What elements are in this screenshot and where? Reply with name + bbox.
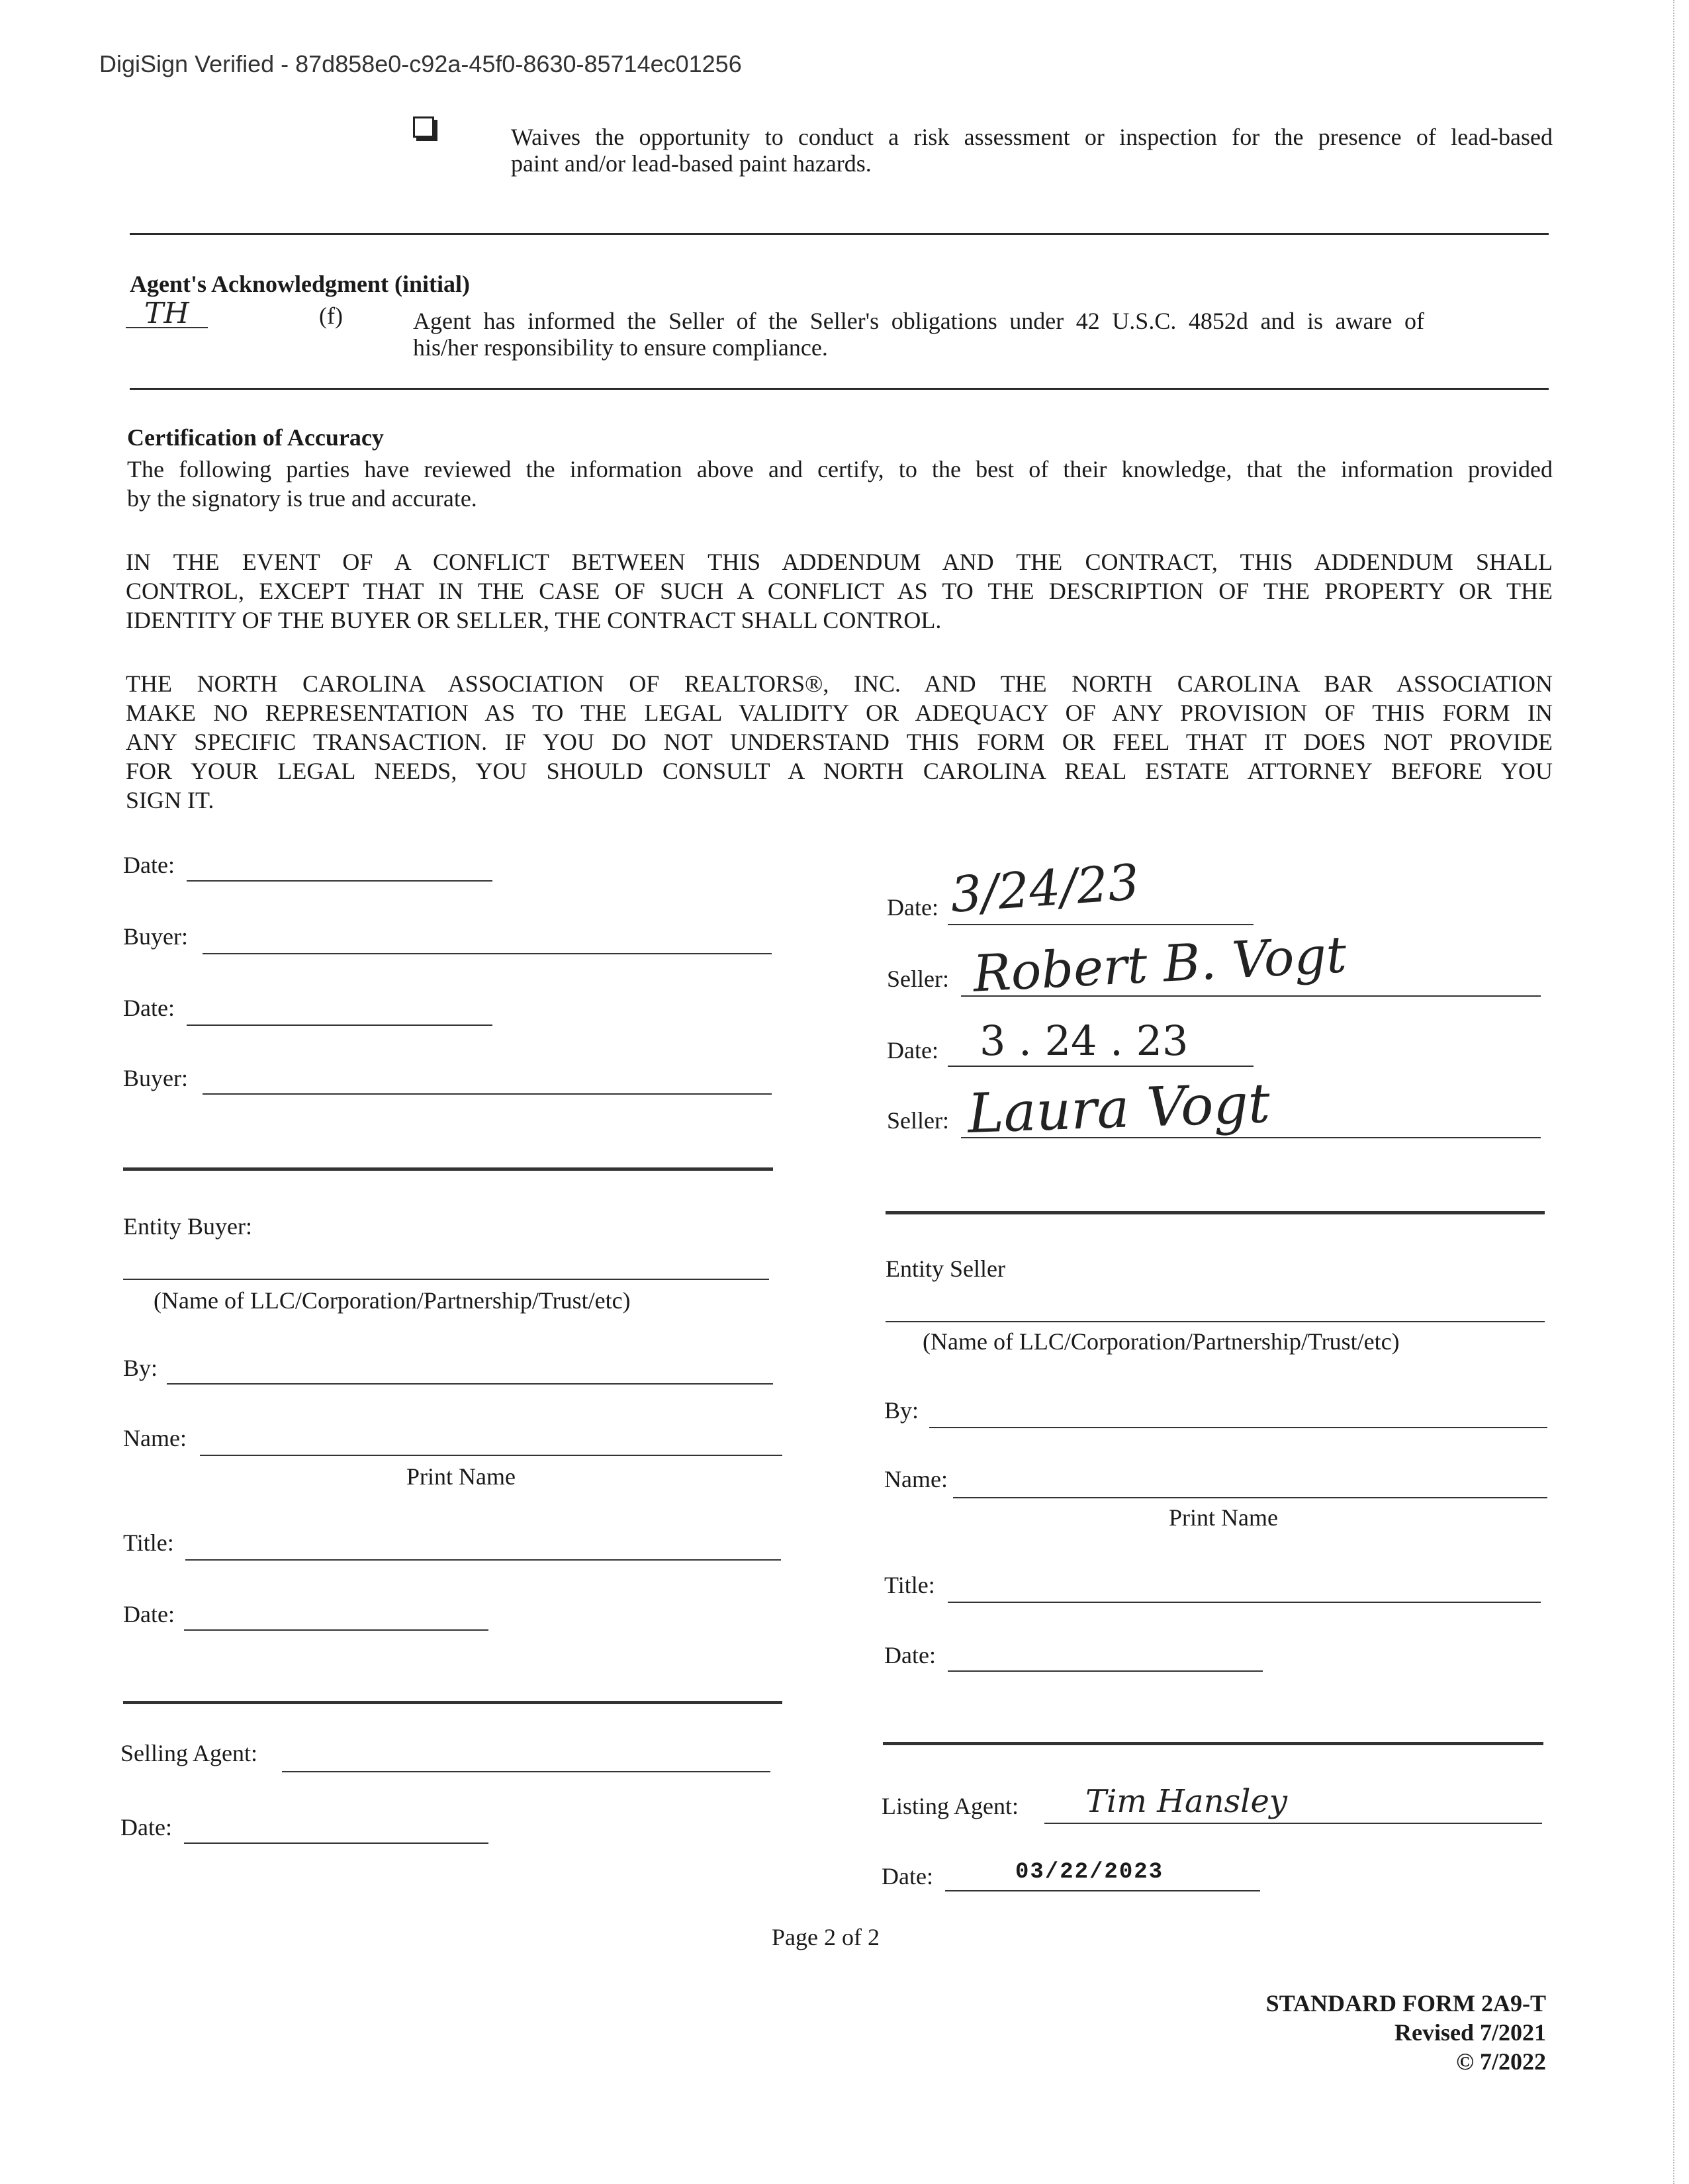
disclaimer-line2: MAKE NO REPRESENTATION AS TO THE LEGAL VALIDITY OR ADEQUACY OF ANY PROVISION OF THIS FORM IN bbox=[126, 700, 1553, 726]
conflict-line3: IDENTITY OF THE BUYER OR SELLER, THE CONTRACT SHALL CONTROL. bbox=[126, 607, 942, 633]
form-revised: Revised 7/2021 bbox=[1394, 2019, 1546, 2046]
buyer-by-label: By: bbox=[123, 1355, 158, 1381]
agent-ack-line2: his/her responsibility to ensure compliance. bbox=[413, 334, 828, 361]
certification-line1: The following parties have reviewed the information above and certify, to the best of their knowledge, that the information provided bbox=[127, 456, 1553, 482]
entity-seller-name-field[interactable] bbox=[886, 1321, 1545, 1322]
seller1-signature: Robert B. Vogt bbox=[972, 925, 1348, 1003]
seller-agent-divider bbox=[883, 1742, 1543, 1745]
seller-signature-field[interactable] bbox=[961, 1137, 1541, 1138]
certification-line2: by the signatory is true and accurate. bbox=[127, 485, 477, 512]
entity-buyer-caption: (Name of LLC/Corporation/Partnership/Trust/etc) bbox=[154, 1287, 631, 1314]
selling-agent-label: Selling Agent: bbox=[120, 1740, 257, 1766]
seller-title-label: Title: bbox=[884, 1572, 935, 1598]
section-divider bbox=[130, 233, 1549, 235]
disclaimer-line5: SIGN IT. bbox=[126, 787, 214, 813]
seller-print-name-caption: Print Name bbox=[1169, 1504, 1278, 1531]
digisign-stamp: DigiSign Verified - 87d858e0-c92a-45f0-8630-85714ec01256 bbox=[99, 50, 742, 77]
buyer-title-label: Title: bbox=[123, 1529, 174, 1556]
seller-name-label: Name: bbox=[884, 1466, 948, 1492]
entity-seller-caption: (Name of LLC/Corporation/Partnership/Trust/etc) bbox=[923, 1328, 1400, 1355]
seller-entity-date-field[interactable] bbox=[948, 1670, 1263, 1672]
buyer-date-label: Date: bbox=[123, 995, 175, 1021]
buyer-signature-field[interactable] bbox=[203, 953, 772, 954]
entity-buyer-label: Entity Buyer: bbox=[123, 1213, 252, 1240]
agent-ack-line1: Agent has informed the Seller of the Seller's obligations under 42 U.S.C. 4852d and is aware of bbox=[413, 308, 1424, 334]
scan-edge bbox=[1673, 0, 1674, 2184]
buyer-date-field[interactable] bbox=[187, 880, 492, 882]
seller-date-label: Date: bbox=[887, 1037, 938, 1064]
buyer-signature-field[interactable] bbox=[203, 1093, 772, 1095]
seller-name-field[interactable] bbox=[953, 1497, 1547, 1498]
selling-agent-field[interactable] bbox=[282, 1771, 770, 1772]
initials-line[interactable] bbox=[126, 327, 208, 328]
seller-date2-handwritten: 3 . 24 . 23 bbox=[980, 1017, 1189, 1065]
buyer-section-divider bbox=[123, 1167, 773, 1171]
buyer-date-field[interactable] bbox=[187, 1024, 492, 1026]
seller-date-label: Date: bbox=[887, 894, 938, 921]
buyer-label: Buyer: bbox=[123, 1065, 188, 1091]
listing-agent-date-value: 03/22/2023 bbox=[1015, 1860, 1164, 1885]
seller-label: Seller: bbox=[887, 1107, 949, 1134]
agent-ack-title: Agent's Acknowledgment (initial) bbox=[130, 271, 471, 297]
section-divider bbox=[130, 388, 1549, 390]
selling-agent-date-label: Date: bbox=[120, 1814, 172, 1841]
seller-by-field[interactable] bbox=[929, 1427, 1547, 1428]
conflict-line2: CONTROL, EXCEPT THAT IN THE CASE OF SUCH A CONFLICT AS TO THE DESCRIPTION OF THE PROPERTY OR THE bbox=[126, 578, 1553, 604]
agent-initials: TH bbox=[144, 296, 189, 330]
agent-ack-marker: (f) bbox=[319, 302, 343, 329]
seller-by-label: By: bbox=[884, 1397, 919, 1424]
buyer-label: Buyer: bbox=[123, 923, 188, 950]
seller-entity-date-label: Date: bbox=[884, 1642, 936, 1668]
page-number: Page 2 of 2 bbox=[772, 1924, 880, 1950]
conflict-line1: IN THE EVENT OF A CONFLICT BETWEEN THIS ADDENDUM AND THE CONTRACT, THIS ADDENDUM SHALL bbox=[126, 549, 1553, 575]
listing-agent-label: Listing Agent: bbox=[882, 1793, 1019, 1819]
disclaimer-line3: ANY SPECIFIC TRANSACTION. IF YOU DO NOT UNDERSTAND THIS FORM OR FEEL THAT IT DOES NOT PROVIDE bbox=[126, 729, 1553, 755]
entity-buyer-name-field[interactable] bbox=[123, 1279, 769, 1280]
listing-agent-name: Tim Hansley bbox=[1085, 1783, 1288, 1820]
buyer-by-field[interactable] bbox=[167, 1383, 773, 1385]
seller-date-field[interactable] bbox=[948, 924, 1254, 925]
waiver-text-line1: Waives the opportunity to conduct a risk assessment or inspection for the presence of lead-based bbox=[511, 124, 1553, 150]
disclaimer-line4: FOR YOUR LEGAL NEEDS, YOU SHOULD CONSULT A NORTH CAROLINA REAL ESTATE ATTORNEY BEFORE YOU bbox=[126, 758, 1553, 784]
certification-title: Certification of Accuracy bbox=[127, 424, 384, 451]
entity-seller-label: Entity Seller bbox=[886, 1255, 1005, 1282]
buyer-name-field[interactable] bbox=[200, 1455, 782, 1456]
buyer-entity-date-field[interactable] bbox=[184, 1629, 488, 1631]
seller-title-field[interactable] bbox=[948, 1602, 1541, 1603]
disclaimer-line1: THE NORTH CAROLINA ASSOCIATION OF REALTORS®, INC. AND THE NORTH CAROLINA BAR ASSOCIATION bbox=[126, 670, 1553, 697]
seller-date-field[interactable] bbox=[948, 1066, 1254, 1067]
buyer-title-field[interactable] bbox=[185, 1559, 781, 1561]
listing-agent-field[interactable] bbox=[1044, 1823, 1542, 1824]
buyer-print-name-caption: Print Name bbox=[406, 1463, 516, 1490]
waiver-text-line2: paint and/or lead-based paint hazards. bbox=[511, 150, 872, 177]
listing-agent-date-field[interactable] bbox=[945, 1890, 1260, 1891]
buyer-name-label: Name: bbox=[123, 1425, 187, 1451]
buyer-agent-divider bbox=[123, 1701, 782, 1704]
buyer-date-label: Date: bbox=[123, 852, 175, 878]
listing-agent-date-label: Date: bbox=[882, 1863, 933, 1889]
seller2-signature: Laura Vogt bbox=[966, 1072, 1271, 1146]
selling-agent-date-field[interactable] bbox=[184, 1843, 488, 1844]
form-copyright: © 7/2022 bbox=[1456, 2048, 1546, 2075]
seller-date1-handwritten: 3/24/23 bbox=[948, 854, 1141, 924]
waiver-checkbox[interactable] bbox=[413, 116, 434, 138]
form-number: STANDARD FORM 2A9-T bbox=[1265, 1990, 1546, 2017]
buyer-entity-date-label: Date: bbox=[123, 1601, 175, 1627]
seller-label: Seller: bbox=[887, 966, 949, 992]
seller-signature-field[interactable] bbox=[961, 995, 1541, 997]
seller-section-divider bbox=[886, 1211, 1545, 1214]
